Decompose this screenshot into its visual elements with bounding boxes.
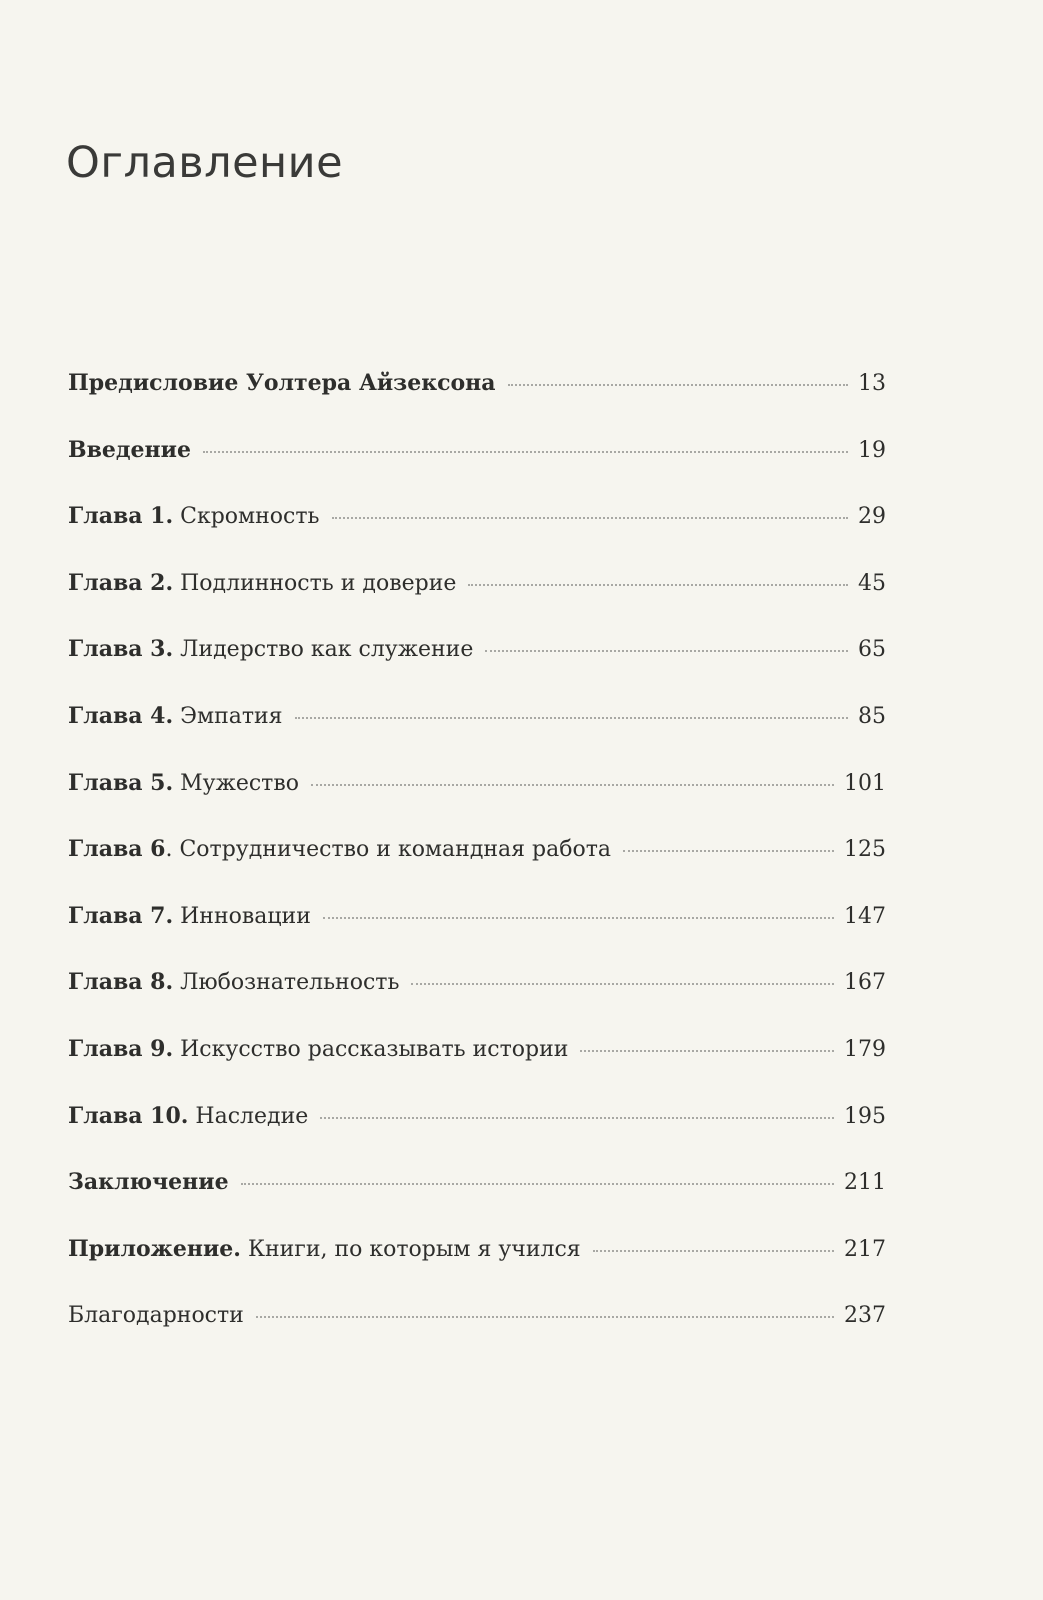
entry-bold: Глава 3. [68,636,174,663]
dot-leader [468,584,848,586]
page-title: Оглавление [66,138,344,188]
entry-text: Инновации [173,903,311,929]
entry-label [68,1236,581,1262]
entry-label [68,503,320,529]
entry-text: Мужество [173,770,299,796]
entry-bold: Введение [68,436,191,463]
entry-bold: Заключение [68,1169,229,1196]
entry-label [68,437,191,463]
entry-page-number: 211 [844,1170,886,1196]
entry-bold: Глава 9. [68,1035,174,1062]
entry-label [68,770,299,796]
dot-leader [332,517,848,519]
toc-entry-acknowledgements[interactable] [68,1302,886,1369]
dot-leader [256,1316,834,1318]
entry-text: Лидерство как служение [173,637,474,663]
entry-page-number: 147 [844,903,886,929]
dot-leader [580,1050,834,1052]
entry-page-number: 237 [844,1303,886,1329]
entry-bold: Глава 4. [68,702,174,729]
entry-page-number: 65 [858,637,886,663]
entry-label [68,1302,244,1328]
toc-entry-chapter-10[interactable] [68,1103,886,1170]
dot-leader [485,650,848,652]
dot-leader [295,717,848,719]
dot-leader [241,1183,834,1185]
toc-entry-chapter-1[interactable] [68,503,886,570]
entry-page-number: 125 [844,837,886,863]
entry-label [68,370,496,396]
entry-text: Благодарности [68,1303,244,1329]
entry-label [68,969,399,995]
entry-text: Искусство рассказывать истории [173,1036,569,1062]
entry-page-number: 101 [844,770,886,796]
entry-text: Книги, по которым я учился [240,1236,581,1262]
toc-entry-chapter-3[interactable] [68,636,886,703]
entry-label [68,570,456,596]
entry-label [68,703,283,729]
entry-bold: Глава 6 [68,836,166,863]
dot-leader [623,850,834,852]
toc-entry-chapter-5[interactable] [68,770,886,837]
dot-leader [323,917,834,919]
dot-leader [203,451,848,453]
entry-bold: Глава 7. [68,902,174,929]
entry-page-number: 45 [858,570,886,596]
table-of-contents [68,370,886,1369]
toc-entry-conclusion[interactable] [68,1169,886,1236]
entry-label [68,836,611,862]
entry-bold: Глава 2. [68,569,174,596]
entry-label [68,1103,308,1129]
entry-label [68,636,473,662]
toc-entry-preface[interactable] [68,370,886,437]
entry-label [68,1169,229,1195]
entry-page-number: 195 [844,1103,886,1129]
entry-bold: Предисловие Уолтера Айзексона [68,370,496,396]
toc-entry-appendix[interactable] [68,1236,886,1303]
toc-entry-chapter-9[interactable] [68,1036,886,1103]
entry-page-number: 19 [858,437,886,463]
entry-page-number: 13 [858,371,886,396]
entry-text: Эмпатия [173,703,283,729]
entry-text: Наследие [188,1103,309,1129]
entry-page-number: 217 [844,1236,886,1262]
toc-entry-chapter-7[interactable] [68,903,886,970]
dot-leader [593,1250,834,1252]
entry-bold: Глава 8. [68,969,174,996]
entry-bold: Приложение. [68,1235,241,1262]
dot-leader [311,784,834,786]
dot-leader [320,1117,834,1119]
toc-entry-introduction[interactable] [68,437,886,504]
entry-text: Любознательность [173,970,400,996]
toc-entry-chapter-2[interactable] [68,570,886,637]
entry-text: Подлинность и доверие [173,570,457,596]
entry-label [68,1036,568,1062]
entry-bold: Глава 10. [68,1102,189,1129]
entry-page-number: 179 [844,1036,886,1062]
entry-page-number: 85 [858,703,886,729]
entry-bold: Глава 5. [68,769,174,796]
dot-leader [508,384,848,386]
toc-entry-chapter-6[interactable] [68,836,886,903]
entry-text: Скромность [173,504,320,530]
entry-bold: Глава 1. [68,503,174,530]
entry-page-number: 29 [858,504,886,530]
entry-label [68,903,311,929]
entry-text: . Сотрудничество и командная работа [165,837,612,863]
toc-entry-chapter-8[interactable] [68,969,886,1036]
toc-entry-chapter-4[interactable] [68,703,886,770]
dot-leader [411,983,834,985]
entry-page-number: 167 [844,970,886,996]
